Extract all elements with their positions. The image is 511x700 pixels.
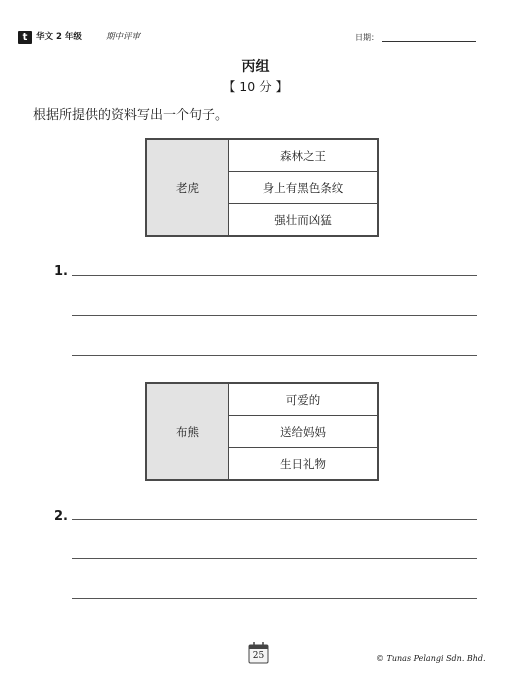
answer-line[interactable] — [72, 315, 477, 316]
description-cell: 生日礼物 — [229, 448, 379, 481]
date-label: 日期： — [355, 33, 379, 42]
answer-line[interactable] — [72, 355, 477, 356]
question-number-1: 1. — [54, 264, 68, 279]
question-number-2: 2. — [54, 509, 68, 524]
answer-line[interactable] — [72, 275, 477, 276]
publisher-logo: t — [18, 31, 32, 44]
description-cell: 森林之王 — [229, 139, 379, 172]
instruction-text: 根据所提供的资料写出一个句子。 — [33, 108, 229, 123]
info-table-2 — [145, 382, 379, 481]
subject-cell: 布熊 — [146, 383, 229, 480]
section-title: 丙组 — [241, 59, 270, 75]
page-number: 25 — [252, 651, 265, 661]
date-field[interactable] — [382, 41, 476, 42]
description-cell: 可爱的 — [229, 383, 379, 416]
section-marks: 【 10 分 】 — [222, 79, 289, 94]
header-subtitle: 期中评审 — [106, 32, 141, 42]
answer-line[interactable] — [72, 558, 477, 559]
copyright-text: © Tunas Pelangi Sdn. Bhd. — [376, 654, 486, 663]
subject-cell: 老虎 — [146, 139, 229, 236]
answer-line[interactable] — [72, 519, 477, 520]
info-table-1 — [145, 138, 379, 237]
description-cell: 送给妈妈 — [229, 416, 379, 448]
answer-line[interactable] — [72, 598, 477, 599]
description-cell: 身上有黑色条纹 — [229, 172, 379, 204]
description-cell: 强壮而凶猛 — [229, 204, 379, 237]
header-title: 华文 2 年级 — [36, 32, 82, 42]
